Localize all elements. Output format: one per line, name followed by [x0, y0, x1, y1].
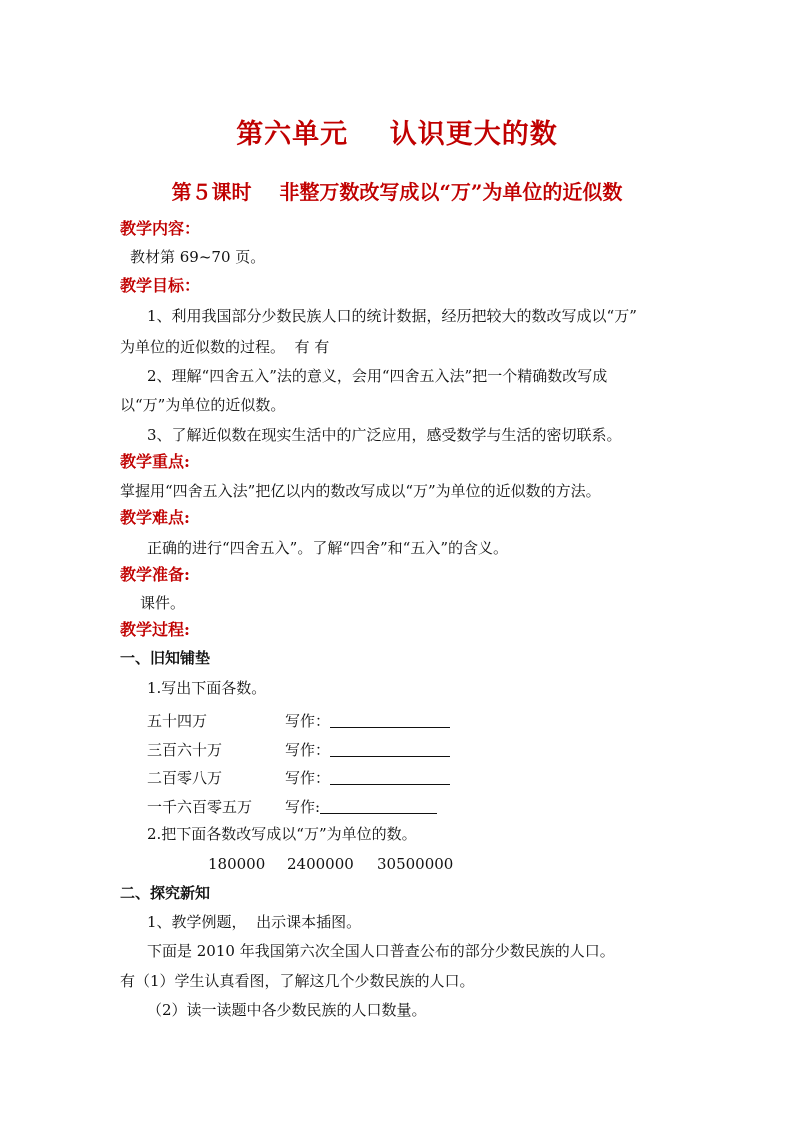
answer-blank[interactable] [330, 713, 450, 728]
goal-1-line-1: 1、利用我国部分少数民族人口的统计数据，经历把较大的数改写成以“万” [147, 307, 637, 325]
goal-1-line-2: 为单位的近似数的过程。 有 有 [120, 338, 330, 356]
number-item: 30500000 [377, 855, 454, 873]
answer-blank[interactable] [320, 799, 437, 814]
explore-heading: 二、探究新知 [120, 884, 211, 902]
write-label: 写作: [285, 798, 321, 816]
write-label: 写作： [285, 741, 331, 759]
review-item-label [285, 710, 450, 731]
difficulty-text: 正确的进行“四舍五入”。了解“四舍”和“五入”的含义。 [147, 539, 509, 557]
goal-2-line-2: 以“万”为单位的近似数。 [120, 396, 286, 414]
goals-heading: 教学目标： [120, 276, 201, 295]
difficulty-heading: 教学难点: [120, 508, 190, 527]
preparation-heading: 教学准备: [120, 565, 190, 584]
key-point-heading: 教学重点: [120, 452, 190, 471]
preparation-text: 课件。 [140, 594, 186, 612]
review-item-label [285, 767, 450, 788]
review-question-2: 2.把下面各数改写成以“万”为单位的数。 [147, 825, 417, 843]
answer-blank[interactable] [330, 742, 450, 757]
goal-2-line-1: 2、理解“四舍五入”法的意义，会用“四舍五入法”把一个精确数改写成 [147, 367, 608, 385]
process-heading: 教学过程: [120, 620, 190, 639]
answer-blank[interactable] [330, 770, 450, 785]
content-heading: 教学内容： [120, 219, 201, 238]
unit-title: 第六单元 认识更大的数 [236, 119, 558, 150]
review-question-1: 1.写出下面各数。 [147, 679, 267, 697]
goal-3: 3、了解近似数在现实生活中的广泛应用，感受数学与生活的密切联系。 [147, 426, 622, 444]
explore-paragraph-2: 下面是 2010 年我国第六次全国人口普查公布的部分少数民族的人口。 [147, 942, 615, 960]
write-label: 写作： [285, 712, 331, 730]
review-item-label [285, 796, 437, 817]
content-text: 教材第 69~70 页。 [130, 248, 266, 266]
number-item: 180000 [208, 855, 266, 873]
review-item-label [285, 739, 450, 760]
explore-paragraph-3: 有（1）学生认真看图，了解这几个少数民族的人口。 [120, 972, 475, 990]
review-heading: 一、旧知铺垫 [120, 649, 211, 667]
review-item-number: 五十四万 [147, 712, 208, 730]
key-point-text: 掌握用“四舍五入法”把亿以内的数改写成以“万”为单位的近似数的方法。 [120, 482, 601, 500]
review-item-number: 一千六百零五万 [147, 798, 253, 816]
explore-paragraph-4: （2）读一读题中各少数民族的人口数量。 [147, 1001, 427, 1019]
review-item-number: 三百六十万 [147, 741, 223, 759]
review-item-number: 二百零八万 [147, 769, 223, 787]
explore-paragraph-1: 1、教学例题， 出示课本插图。 [147, 913, 362, 931]
number-item: 2400000 [287, 855, 354, 873]
write-label: 写作： [285, 769, 331, 787]
lesson-title: 第５课时 非整万数改写成以“万”为单位的近似数 [171, 180, 623, 204]
